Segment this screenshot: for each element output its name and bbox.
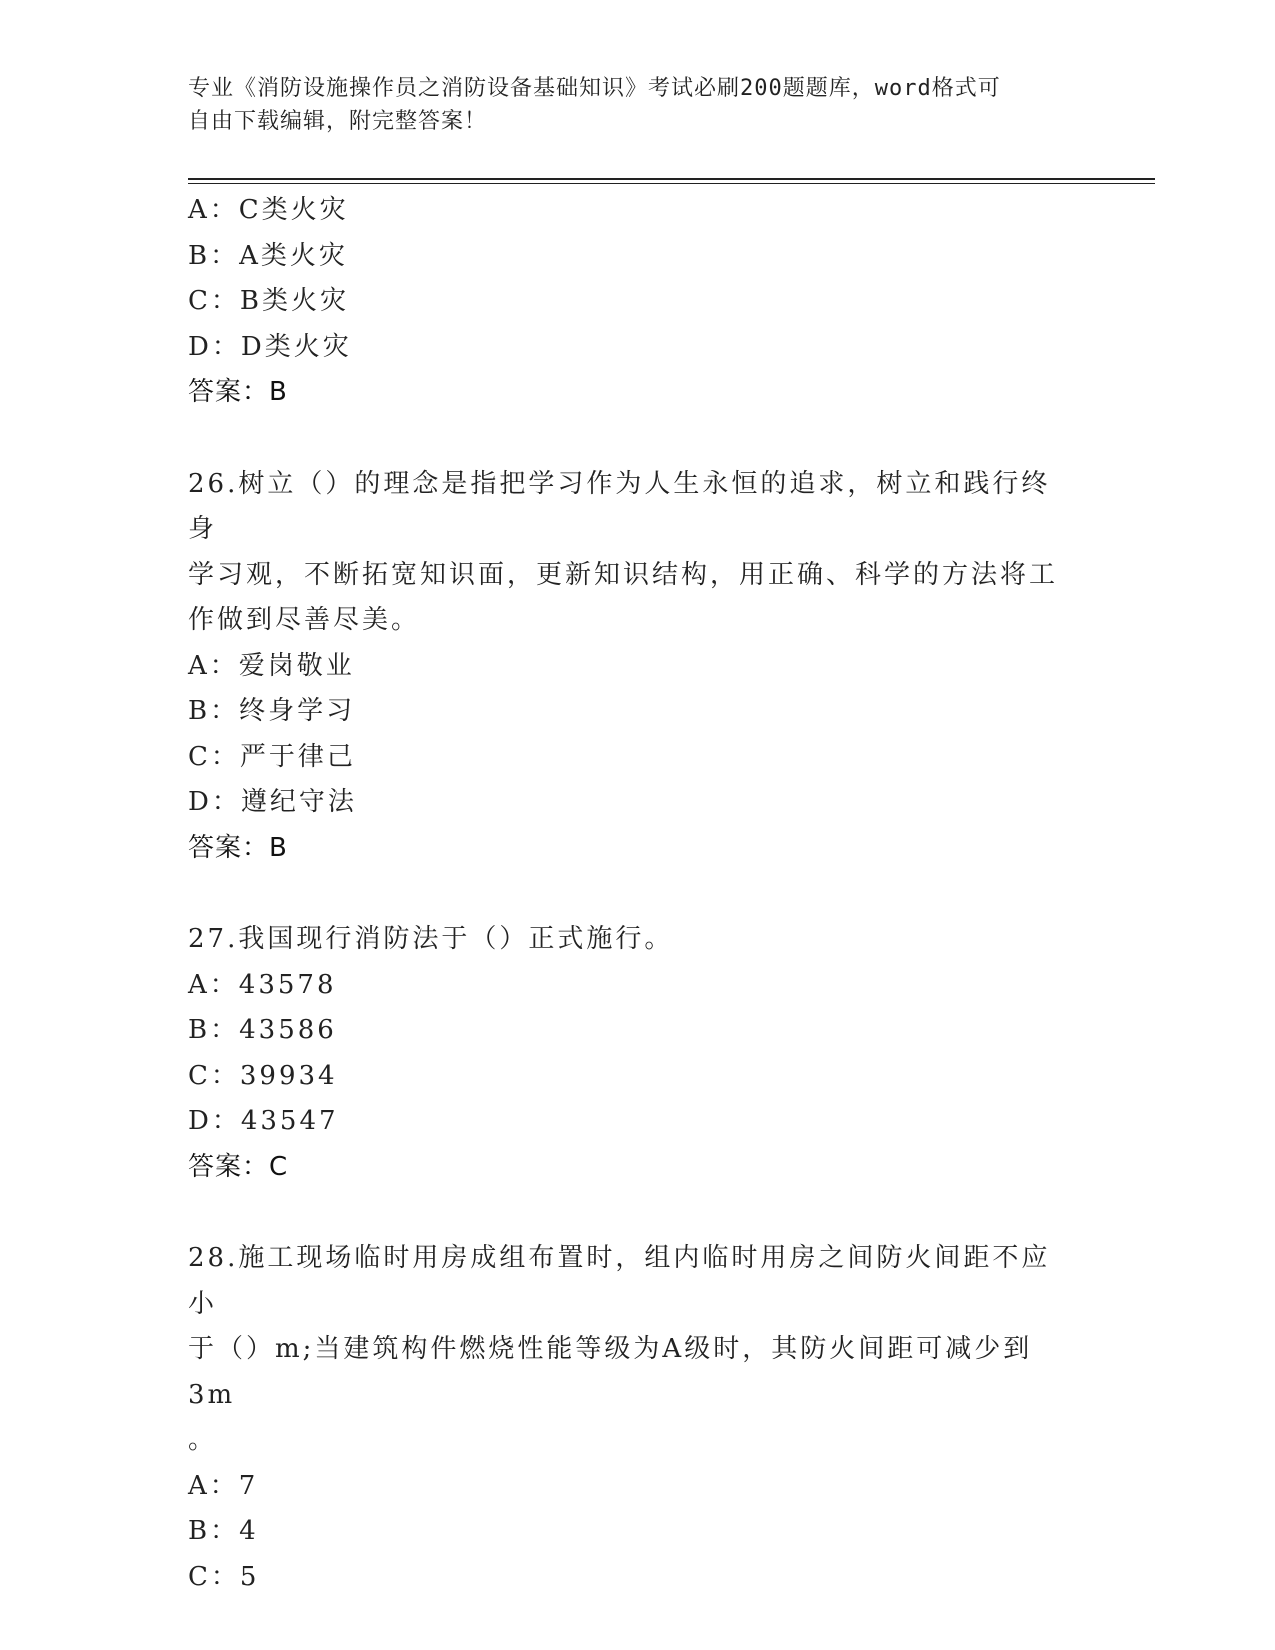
header-divider-thin	[188, 183, 1155, 184]
option-b: B：43586	[188, 1015, 337, 1045]
answer-line: 答案：B	[188, 832, 288, 863]
question-stem-line: 27.我国现行消防法于（）正式施行。	[188, 924, 674, 954]
question-list	[188, 188, 1088, 1600]
spacer	[188, 1190, 1088, 1236]
option-a: A：43578	[188, 969, 337, 1000]
spacer	[188, 871, 1088, 917]
question-stem-line: 。	[188, 1425, 218, 1455]
answer-line: 答案：C	[188, 1151, 289, 1182]
option-c: C：39934	[188, 1060, 338, 1091]
option-c: C：严于律己	[188, 741, 356, 772]
option-c: C：B类火灾	[188, 286, 350, 316]
question-stem-line: 28.施工现场临时用房成组布置时，组内临时用房之间防火间距不应小	[188, 1243, 1051, 1319]
option-a: A：7	[188, 1470, 259, 1501]
question-stem-line: 26.树立（）的理念是指把学习作为人生永恒的追求，树立和践行终身	[188, 468, 1051, 544]
spacer	[188, 416, 1088, 462]
option-b: B：A类火灾	[188, 240, 348, 271]
question-25	[188, 188, 1088, 416]
question-28	[188, 1236, 1088, 1600]
document-header	[188, 72, 1068, 138]
header-title-line-1: 专业《消防设施操作员之消防设备基础知识》考试必刷200题题库，word格式可	[188, 76, 1001, 101]
option-d: D：遵纪守法	[188, 787, 357, 817]
header-divider-thick	[188, 178, 1155, 180]
option-b: B：4	[188, 1516, 259, 1546]
question-27	[188, 917, 1088, 1190]
option-a: A：C类火灾	[188, 195, 349, 225]
option-a: A：爱岗敬业	[188, 650, 355, 681]
option-c: C：5	[188, 1561, 260, 1592]
option-d: D：43547	[188, 1106, 339, 1136]
answer-line: 答案：B	[188, 377, 288, 407]
question-stem-line: 学习观，不断拓宽知识面，更新知识结构，用正确、科学的方法将工	[188, 559, 1059, 590]
header-title-line-2: 自由下载编辑，附完整答案！	[188, 109, 488, 134]
question-26	[188, 462, 1088, 872]
question-stem-line: 作做到尽善尽美。	[188, 605, 421, 635]
question-stem-line: 于（）m;当建筑构件燃烧性能等级为A级时，其防火间距可减少到3m	[188, 1334, 1033, 1410]
option-b: B：终身学习	[188, 696, 356, 726]
option-d: D：D类火灾	[188, 331, 352, 362]
